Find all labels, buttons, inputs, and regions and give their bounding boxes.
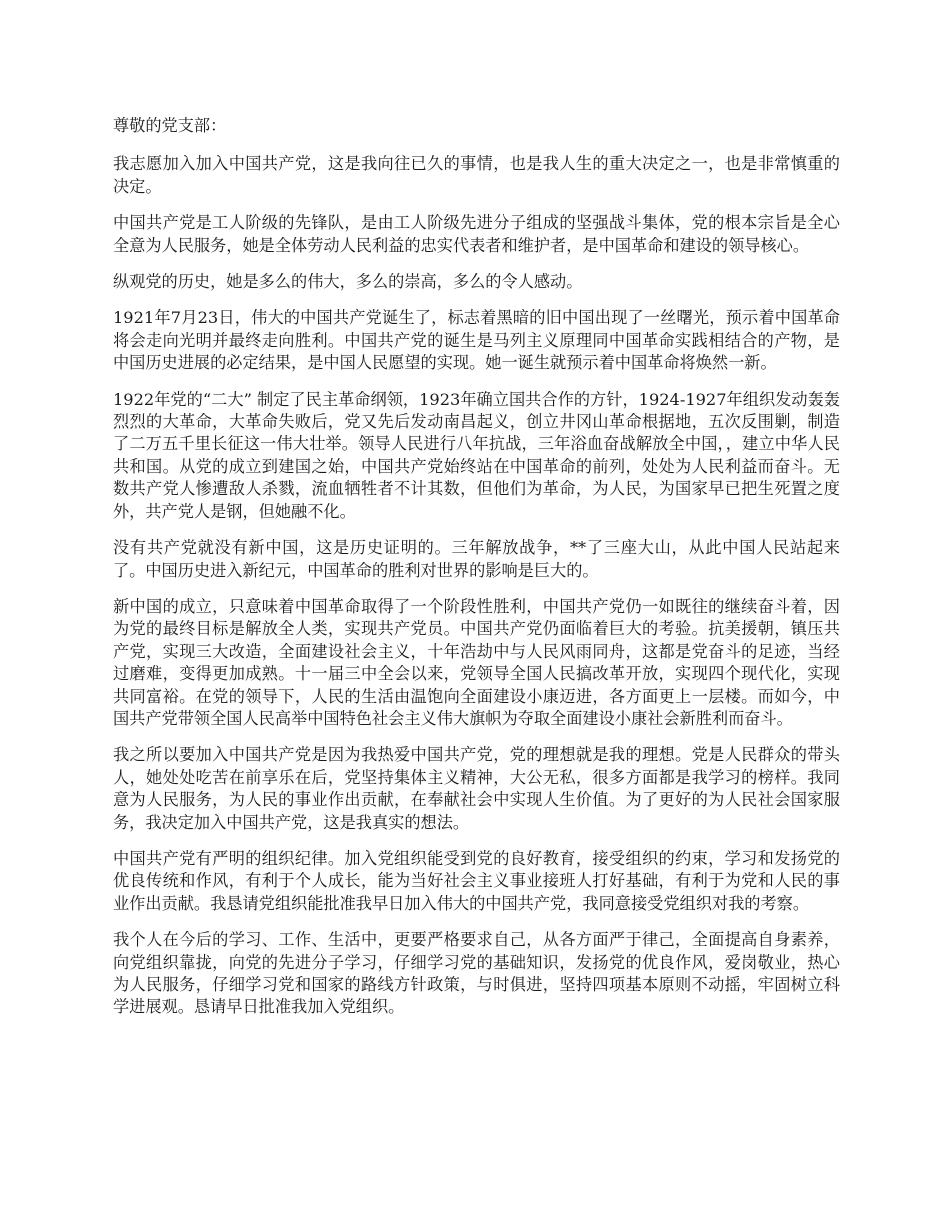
paragraph: 没有共产党就没有新中国，这是历史证明的。三年解放战争，**了三座大山，从此中国人民站起来了。中国历史进入新纪元，中国革命的胜利对世界的影响是巨大的。 bbox=[113, 538, 840, 580]
paragraph: 我志愿加入加入中国共产党，这是我向往已久的事情，也是我人生的重大决定之一，也是非常慎重的决定。 bbox=[113, 154, 840, 196]
paragraph: 中国共产党有严明的组织纪律。加入党组织能受到党的良好教育，接受组织的约束，学习和发扬党的优良传统和作风，有利于个人成长，能为当好社会主义事业接班人打好基础，有利于为党和人民的事业作出贡献。我恳请党组织能批准我早日加入伟大的中国共产党，我同意接受党组织对我的考察。 bbox=[113, 848, 840, 913]
document-body bbox=[113, 115, 840, 1033]
paragraph: 我个人在今后的学习、工作、生活中，更要严格要求自己，从各方面严于律己，全面提高自身素养，向党组织靠拢，向党的先进分子学习，仔细学习党的基础知识，发扬党的优良作风，爱岗敬业，热心为人民服务，仔细学习党和国家的路线方针政策，与时俱进，坚持四项基本原则不动摇，牢固树立科学进展观。恳请早日批准我加入党组织。 bbox=[113, 930, 840, 1017]
paragraph: 我之所以要加入中国共产党是因为我热爱中国共产党，党的理想就是我的理想。党是人民群众的带头人，她处处吃苦在前享乐在后，党坚持集体主义精神，大公无私，很多方面都是我学习的榜样。我同意为人民服务，为人民的事业作出贡献，在奉献社会中实现人生价值。为了更好的为人民社会国家服务，我决定加入中国共产党，这是我真实的想法。 bbox=[113, 745, 840, 832]
salutation: 尊敬的党支部： bbox=[113, 116, 227, 135]
paragraph: 纵观党的历史，她是多么的伟大，多么的崇高，多么的令人感动。 bbox=[113, 272, 583, 292]
paragraph: 1921年7月23日，伟大的中国共产党诞生了，标志着黑暗的旧中国出现了一丝曙光，预示着中国革命将会走向光明并最终走向胜利。中国共产党的诞生是马列主义原理同中国革命实践相结合的产物，是中国历史进展的必定结果，是中国人民愿望的实现。她一诞生就预示着中国革命将焕然一新。 bbox=[113, 308, 840, 373]
paragraph: 中国共产党是工人阶级的先锋队，是由工人阶级先进分子组成的坚强战斗集体，党的根本宗旨是全心全意为人民服务，她是全体劳动人民利益的忠实代表者和维护者，是中国革命和建设的领导核心。 bbox=[113, 213, 840, 255]
paragraph: 新中国的成立，只意味着中国革命取得了一个阶段性胜利，中国共产党仍一如既往的继续奋斗着，因为党的最终目标是解放全人类，实现共产党员。中国共产党仍面临着巨大的考验。抗美援朝，镇压共产党，实现三大改造，全面建设社会主义，十年浩劫中与人民风雨同舟，这都是党奋斗的足迹，当经过磨难，变得更加成熟。十一届三中全会以来，党领导全国人民搞改革开放，实现四个现代化，实现共同富裕。在党的领导下，人民的生活由温饱向全面建设小康迈进，各方面更上一层楼。而如今，中国共产党带领全国人民高举中国特色社会主义伟大旗帜为夺取全面建设小康社会新胜利而奋斗。 bbox=[113, 596, 840, 728]
paragraph: 1922年党的“二大” 制定了民主革命纲领，1923年确立国共合作的方针，1924-1927年组织发动轰轰烈烈的大革命，大革命失败后，党又先后发动南昌起义，创立井冈山革命根据地，五次反围剿，制造了二万五千里长征这一伟大壮举。领导人民进行八年抗战，三年浴血奋战解放全中国，，建立中华人民共和国。从党的成立到建国之始，中国共产党始终站在中国革命的前列，处处为人民利益而奋斗。无数共产党人惨遭敌人杀戮，流血牺牲者不计其数，但他们为革命，为人民，为国家早已把生死置之度外，共产党人是钢，但她融不化。 bbox=[113, 389, 840, 521]
